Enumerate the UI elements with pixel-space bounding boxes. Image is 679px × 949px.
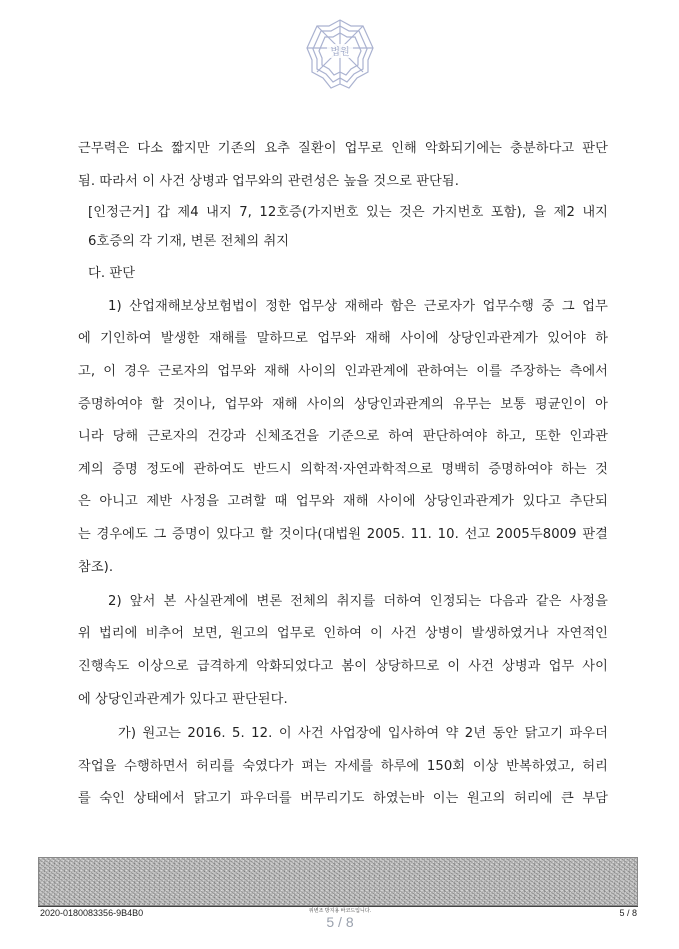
seal-text: 법원 xyxy=(330,47,350,58)
page-number: 5 / 8 xyxy=(619,908,637,918)
evidence-basis-line: [인정근거] 갑 제4 내지 7, 12호증(가지번호 있는 것은 가지번호 포함), 을 제2 내지 xyxy=(88,205,608,220)
body-line: 니라 당해 근로자의 건강과 신체조건을 기준으로 하여 판단하여야 하고, 또한 인과관 xyxy=(78,429,608,444)
anti-forgery-barcode xyxy=(38,857,638,906)
body-line: 참조). xyxy=(78,560,114,575)
body-line: 증명하여야 할 것이나, 업무와 재해 사이의 상당인과관계의 유무는 보통 평균인이 아 xyxy=(78,397,608,412)
body-line: 를 숙인 상태에서 닭고기 파우더를 버무리기도 하였는바 이는 원고의 허리에 큰 부담 xyxy=(78,791,608,806)
body-line: 가) 원고는 2016. 5. 12. 이 사건 사업장에 입사하여 약 2년 동안 닭고기 파우더 xyxy=(118,726,608,741)
body-line: 됨. 따라서 이 사건 상병과 업무와의 관련성은 높을 것으로 판단됨. xyxy=(78,174,460,189)
document-id: 2020-0180083356-9B4B0 xyxy=(40,908,144,918)
body-line: 는 경우에도 그 증명이 있다고 할 것이다(대법원 2005. 11. 10. 선고 2005두8009 판결 xyxy=(78,527,608,542)
barcode-warning: 위변조 방지용 바코드입니다. xyxy=(308,908,372,914)
body-line: 2) 앞서 본 사실관계에 변론 전체의 취지를 더하여 인정되는 다음과 같은 사정을 xyxy=(108,594,608,609)
body-line: 고, 이 경우 근로자의 업무와 재해 사이의 인과관계에 관하여는 이를 주장하는 측에서 xyxy=(78,364,608,379)
body-line: 작업을 수행하면서 허리를 숙였다가 펴는 자세를 하루에 150회 이상 반복하였고, 허리 xyxy=(78,759,608,774)
court-seal-logo xyxy=(305,18,375,90)
body-line: 근무력은 다소 짧지만 기존의 요추 질환이 업무로 인해 악화되기에는 충분하다고 판단 xyxy=(78,141,608,156)
body-line: 계의 증명 정도에 관하여도 반드시 의학적·자연과학적으로 명백히 증명하여야 하는 것 xyxy=(78,462,608,477)
body-line: 에 상당인과관계가 있다고 판단된다. xyxy=(78,692,288,707)
body-line: 진행속도 이상으로 급격하게 악화되었다고 봄이 상당하므로 이 사건 상병과 업무 사이 xyxy=(78,659,608,674)
body-line: 위 법리에 비추어 보면, 원고의 업무로 인하여 이 사건 상병이 발생하였거나 자연적인 xyxy=(78,626,608,641)
body-line: 은 아니고 제반 사정을 고려할 때 업무와 재해 사이에 상당인과관계가 있다고 추단되 xyxy=(78,494,608,509)
page-number-center: 5 / 8 xyxy=(326,914,354,930)
evidence-basis-line: 6호증의 각 기재, 변론 전체의 취지 xyxy=(88,234,290,249)
body-line: 1) 산업재해보상보험법이 정한 업무상 재해라 함은 근로자가 업무수행 중 그 업무 xyxy=(108,299,608,314)
section-heading: 다. 판단 xyxy=(88,266,136,281)
body-line: 에 기인하여 발생한 재해를 말하므로 업무와 재해 사이에 상당인과관계가 있어야 하 xyxy=(78,331,608,346)
